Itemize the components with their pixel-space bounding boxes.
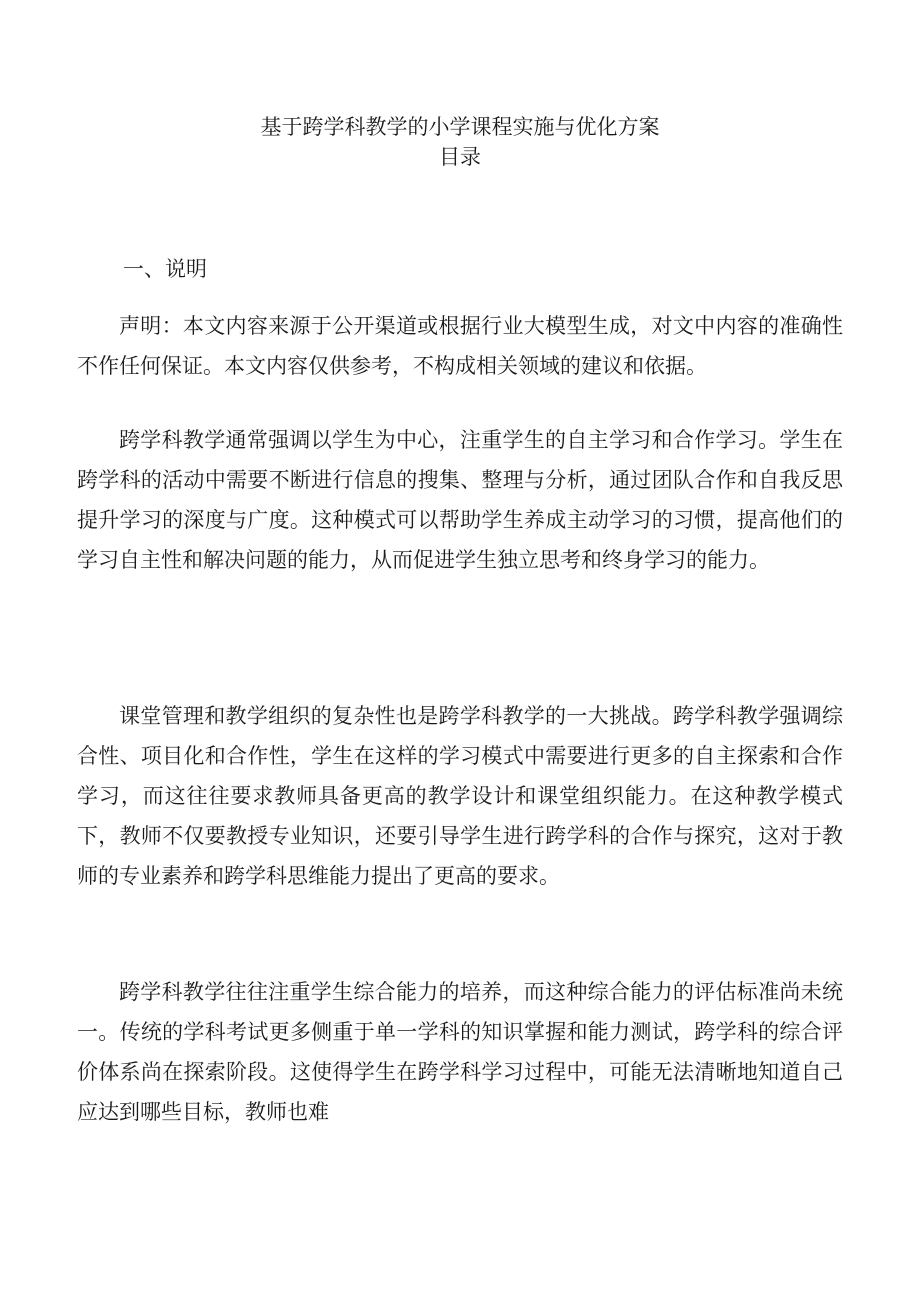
paragraph-assessment: 跨学科教学往往注重学生综合能力的培养，而这种综合能力的评估标准尚未统一。传统的学科考试更多侧重于单一学科的知识掌握和能力测试，跨学科的综合评价体系尚在探索阶段。这使得学生在跨学科学习过程中，可能无法清晰地知道自己应达到哪些目标，教师也难 [77,980,843,1124]
document-subtitle: 目录 [439,145,481,169]
paragraph-student-centered: 跨学科教学通常强调以学生为中心，注重学生的自主学习和合作学习。学生在跨学科的活动中需要不断进行信息的搜集、整理与分析，通过团队合作和自我反思提升学习的深度与广度。这种模式可以帮助学生养成主动学习的习惯，提高他们的学习自主性和解决问题的能力，从而促进学生独立思考和终身学习的能力。 [77,428,843,572]
paragraph-disclaimer: 声明：本文内容来源于公开渠道或根据行业大模型生成，对文中内容的准确性不作任何保证。本文内容仅供参考，不构成相关领域的建议和依据。 [77,314,843,378]
section-heading: 一、说明 [123,257,207,281]
paragraph-classroom-management: 课堂管理和教学组织的复杂性也是跨学科教学的一大挑战。跨学科教学强调综合性、项目化和合作性，学生在这样的学习模式中需要进行更多的自主探索和合作学习，而这往往要求教师具备更高的教学设计和课堂组织能力。在这种教学模式下，教师不仅要教授专业知识，还要引导学生进行跨学科的合作与探究，这对于教师的专业素养和跨学科思维能力提出了更高的要求。 [77,704,843,888]
document-title: 基于跨学科教学的小学课程实施与优化方案 [260,115,660,139]
